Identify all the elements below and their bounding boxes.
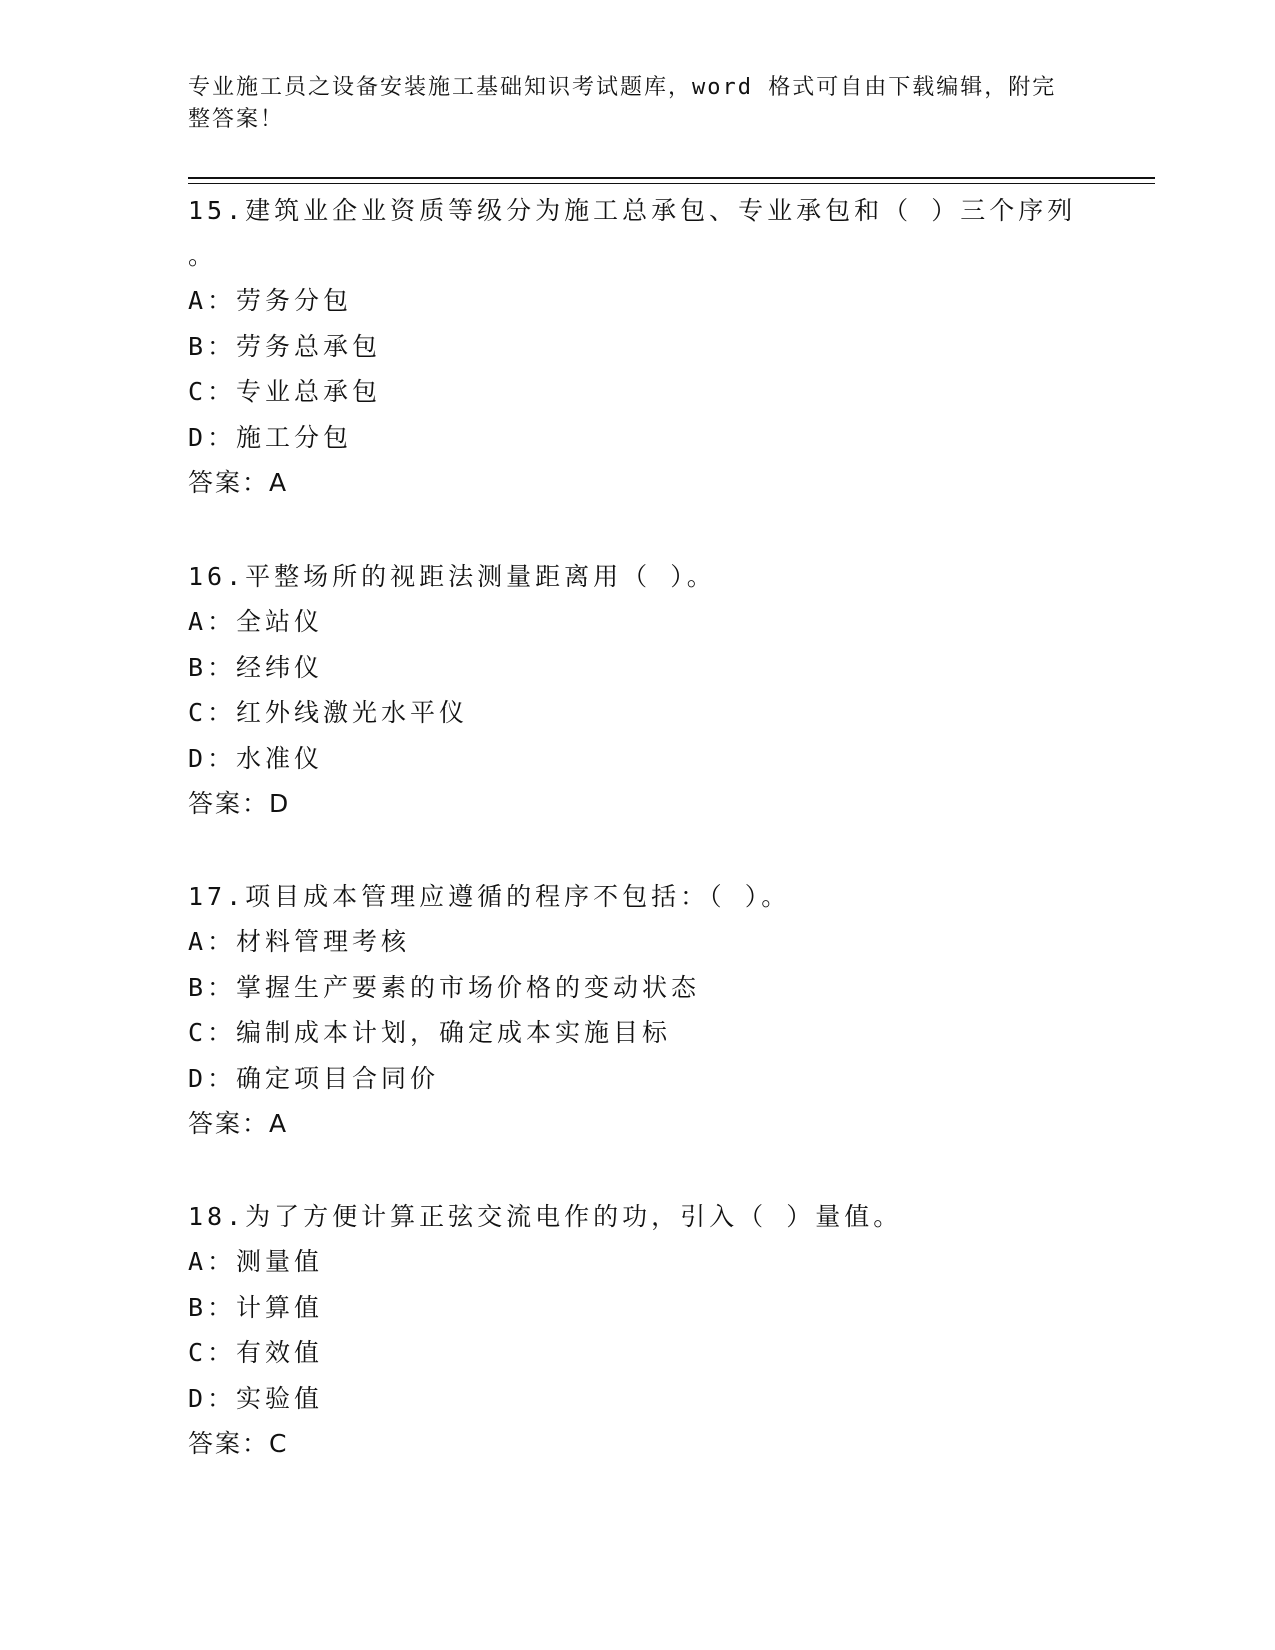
option-a: A：测量值 (188, 1247, 324, 1276)
question-15 (188, 188, 1088, 506)
question-17 (188, 874, 1088, 1147)
question-18 (188, 1194, 1088, 1467)
option-d: D：实验值 (188, 1383, 324, 1413)
answer: 答案：D (188, 789, 291, 818)
option-a: A：全站仪 (188, 607, 324, 636)
option-d: D：施工分包 (188, 422, 353, 452)
option-b: B：计算值 (188, 1292, 324, 1322)
option-c: C：有效值 (188, 1338, 324, 1367)
option-b: B：劳务总承包 (188, 331, 382, 361)
header-divider-thin (188, 183, 1155, 184)
question-stem: 18.为了方便计算正弦交流电作的功，引入（ ）量值。 (188, 1202, 903, 1231)
option-d: D：确定项目合同价 (188, 1063, 440, 1093)
option-b: B：掌握生产要素的市场价格的变动状态 (188, 972, 701, 1002)
option-a: A：劳务分包 (188, 286, 353, 315)
answer: 答案：C (188, 1429, 289, 1458)
option-b: B：经纬仪 (188, 652, 324, 682)
question-stem: 17.项目成本管理应遵循的程序不包括：（ ）。 (188, 882, 791, 911)
option-c: C：红外线激光水平仪 (188, 698, 469, 727)
document-header: 专业施工员之设备安装施工基础知识考试题库，word 格式可自由下载编辑，附完整答案！ (188, 75, 1057, 132)
option-d: D：水准仪 (188, 743, 324, 773)
answer: 答案：A (188, 468, 289, 497)
question-stem: 16.平整场所的视距法测量距离用（ ）。 (188, 562, 716, 591)
option-c: C：编制成本计划，确定成本实施目标 (188, 1018, 672, 1047)
question-16 (188, 554, 1088, 827)
option-c: C：专业总承包 (188, 377, 382, 406)
header-divider-thick (188, 177, 1155, 179)
question-stem: 15.建筑业企业资质等级分为施工总承包、专业承包和（ ）三个序列 (188, 196, 1077, 225)
option-a: A：材料管理考核 (188, 927, 411, 956)
answer: 答案：A (188, 1109, 289, 1138)
question-stem-continuation: 。 (188, 241, 218, 270)
